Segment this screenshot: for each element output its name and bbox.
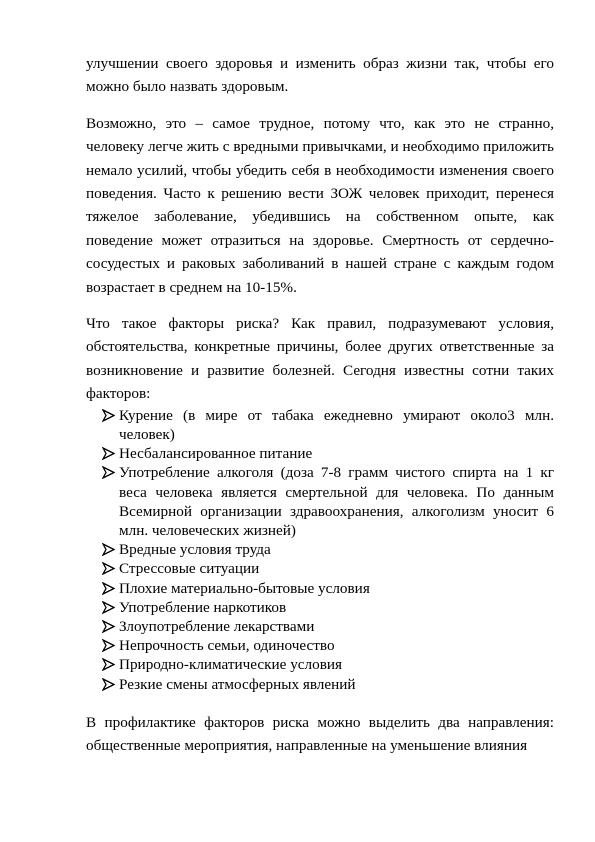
paragraph-continuation: улучшении своего здоровья и изменить образ жизни так, чтобы его можно было назвать здоровым. [86, 55, 554, 96]
list-item [86, 579, 554, 598]
list-item-text: Употребление алкоголя (доза 7-8 грамм чистого спирта на 1 кг веса человека является смертельной для человека. По данным Всемирной организации здравоохранения, алкоголизм уносит 6 млн. человеческих жизней) [119, 464, 554, 539]
list-item-text: Природно-климатические условия [119, 656, 342, 674]
list-item [86, 540, 554, 559]
list-item [86, 463, 554, 540]
list-item-text: Вредные условия труда [119, 541, 271, 559]
arrowhead-bullet-icon [102, 447, 115, 460]
paragraph-risk-factors-intro: Что такое факторы риска? Как правил, подразумевают условия, обстоятельства, конкретные причины, более других ответственные за возникновение и развитие болезней. Сегодня известны сотни таких факторов: [86, 315, 554, 403]
document-page [86, 52, 554, 758]
arrowhead-bullet-icon [102, 543, 115, 556]
arrowhead-bullet-icon [102, 678, 115, 691]
arrowhead-bullet-icon [102, 639, 115, 652]
list-item [86, 559, 554, 578]
arrowhead-bullet-icon [102, 562, 115, 575]
risk-factors-list [86, 406, 554, 694]
list-item [86, 636, 554, 655]
arrowhead-bullet-icon [102, 601, 115, 614]
arrowhead-bullet-icon [102, 658, 115, 671]
list-item-text: Непрочность семьи, одиночество [119, 637, 335, 655]
list-item [86, 617, 554, 636]
list-item-text: Несбалансированное питание [119, 445, 313, 463]
arrowhead-bullet-icon [102, 582, 115, 595]
list-item-text: Употребление наркотиков [119, 598, 287, 616]
paragraph-difficulty: Возможно, это – самое трудное, потому что, как это не странно, человеку легче жить с вредными привычками, и необходимо приложить немало усилий, чтобы убедить себя в необходимости изменения своего поведения. Часто к решению вести ЗОЖ человек приходит, перенеся тяжелое заболевание, убедившись на собственном опыте, как поведение может отразиться на здоровье. Смертность от сердечно-сосудестых и раковых заболиваний в нашей стране с каждым годом возрастает в среднем на 10-15%. [86, 114, 554, 296]
list-item [86, 406, 554, 444]
list-item [86, 675, 554, 694]
arrowhead-bullet-icon [102, 620, 115, 633]
list-item [86, 444, 554, 463]
arrowhead-bullet-icon [102, 466, 115, 479]
list-item-text: Стрессовые ситуации [119, 560, 260, 578]
list-item-text: Плохие материально-бытовые условия [119, 579, 370, 597]
list-item-text: Курение (в мире от табака ежедневно умирают около3 млн. человек) [119, 406, 554, 443]
list-item [86, 598, 554, 617]
list-item-text: Злоупотребление лекарствами [119, 617, 315, 635]
arrowhead-bullet-icon [102, 409, 115, 422]
paragraph-prevention: В профилактике факторов риска можно выделить два направления: общественные мероприятия, направленные на уменьшение влияния [86, 713, 554, 755]
list-item [86, 655, 554, 674]
list-item-text: Резкие смены атмосферных явлений [119, 675, 356, 693]
